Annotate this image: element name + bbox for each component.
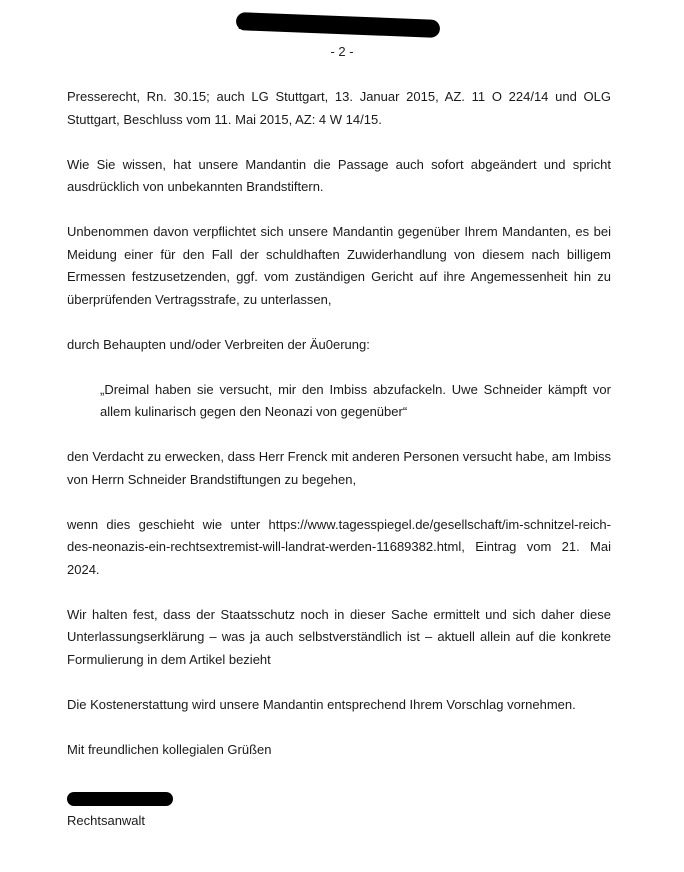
paragraph-passage-changed: Wie Sie wissen, hat unsere Mandantin die Passage auch sofort abgeändert und spricht ausdrücklich von unbekannten Brandstiftern. <box>67 156 611 194</box>
paragraph-statement-intro: durch Behaupten und/oder Verbreiten der Äu0erung: <box>67 336 370 352</box>
paragraph-suspicion: den Verdacht zu erwecken, dass Herr Frenck mit anderen Personen versucht habe, am Imbiss von Herrn Schneider Brandstiftungen zu begehen, <box>67 449 611 487</box>
paragraph-investigation: Wir halten fest, dass der Staatsschutz noch in dieser Sache ermittelt und sich daher diese Unterlassungserklärung – was ja auch selbstverständlich ist – aktuell allein auf die konkrete Formulierung in dem Artikel bezieht <box>67 606 611 667</box>
paragraph-obligation: Unbenommen davon verpflichtet sich unsere Mandantin gegenüber Ihrem Mandanten, es bei Meidung einer für den Fall der schuldhaften Zuwiderhandlung von diesem nach billigem Ermessen festzusetzenden, ggf. vom zuständigen Gericht auf ihre Angemessenheit hin zu überprüfenden Vertragsstrafe, zu unterlassen, <box>67 224 611 307</box>
closing-greeting: Mit freundlichen kollegialen Grüßen <box>67 741 272 757</box>
paragraph-source-url: wenn dies geschieht wie unter https://www.tagesspiegel.de/gesellschaft/im-schnitzel-reich-des-neonazis-ein-rechtsextremist-will-landrat-werden-11689382.html, Eintrag vom 21. Mai 2024. <box>67 516 611 577</box>
letterhead-redaction <box>236 12 441 38</box>
paragraph-citation: Presserecht, Rn. 30.15; auch LG Stuttgart, 13. Januar 2015, AZ. 11 O 224/14 und OLG Stuttgart, Beschluss vom 11. Mai 2015, AZ: 4 W 14/15. <box>67 89 611 127</box>
signature-redaction <box>67 792 173 806</box>
paragraph-costs: Die Kostenerstattung wird unsere Mandantin entsprechend Ihrem Vorschlag vornehmen. <box>67 696 576 712</box>
letter-body <box>67 86 611 784</box>
quoted-statement: „Dreimal haben sie versucht, mir den Imbiss abzufackeln. Uwe Schneider kämpft vor allem kulinarisch gegen den Neonazi von gegenüber“ <box>100 381 611 419</box>
page-number: - 2 - <box>330 44 354 59</box>
letterhead <box>0 14 684 38</box>
signatory-role: Rechtsanwalt <box>67 813 146 828</box>
signature-block <box>67 792 173 806</box>
